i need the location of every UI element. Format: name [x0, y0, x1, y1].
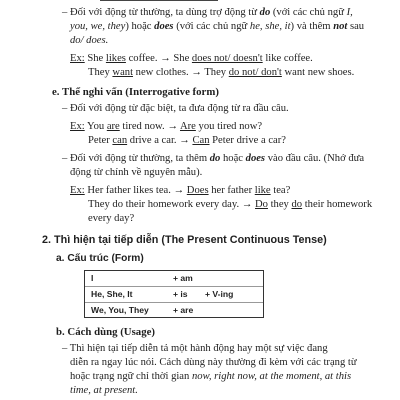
usage-line-4: time, at present.: [70, 385, 138, 396]
form-be: + is: [173, 289, 188, 299]
subsection-a-heading: a. Cấu trúc (Form): [56, 253, 144, 264]
form-row: [85, 271, 263, 286]
form-subject: I: [91, 273, 94, 283]
interrogative-rule-1: – Đối với động từ đặc biệt, ta đưa động từ ra đầu câu.: [62, 103, 289, 114]
usage-line-2: diễn ra ngay lúc nói. Cách dùng này thường đi kèm với các trạng từ: [70, 357, 357, 368]
form-be: + are: [173, 305, 194, 315]
form-table: [84, 270, 264, 318]
example-question-1: Ex: You are tired now. → Are you tired now?: [70, 121, 263, 132]
example-negative-2: They want new clothes. → They do not/ don't want new shoes.: [88, 67, 355, 78]
form-row: [85, 287, 263, 302]
example-question-2: Peter can drive a car. → Can Peter drive a car?: [88, 135, 286, 146]
negative-rule-line-1: – Đối với động từ thường, ta dùng trợ động từ do (với các chủ ngữ I,: [62, 7, 353, 18]
example-question-3: Ex: Her father likes tea. → Does her father like tea?: [70, 185, 291, 196]
top-rule: [100, 0, 218, 1]
section-2-heading: 2. Thì hiện tại tiếp diễn (The Present Continuous Tense): [42, 234, 327, 246]
form-subject: We, You, They: [91, 305, 149, 315]
form-row: [85, 303, 263, 318]
form-be: + am: [173, 273, 193, 283]
negative-rule-line-3: do/ does.: [70, 35, 109, 46]
usage-line-3: hoặc trạng ngữ chỉ thời gian now, right now, at the moment, at this: [70, 371, 352, 382]
example-question-4-cont: every day?: [88, 213, 135, 224]
negative-rule-line-2: you, we, they) hoặc does (với các chủ ngữ he, she, it) và thêm not sau: [70, 21, 365, 32]
subsection-b-heading: b. Cách dùng (Usage): [56, 326, 155, 338]
usage-line-1: – Thì hiện tại tiếp diễn tả một hành động hay một sự việc đang: [62, 343, 328, 354]
form-verb-ing: + V-ing: [205, 289, 234, 299]
section-e-heading: e. Thể nghi vấn (Interrogative form): [52, 86, 219, 98]
example-negative-1: Ex: She likes coffee. → She does not/ doesn't like coffee.: [70, 53, 313, 64]
interrogative-rule-2-line-1: – Đối với động từ thường, ta thêm do hoặc does vào đầu câu. (Nhớ đưa: [62, 153, 365, 164]
interrogative-rule-2-line-2: động từ chính về nguyên mẫu).: [70, 167, 203, 178]
example-question-4: They do their homework every day. → Do they do their homework: [88, 199, 373, 210]
form-subject: He, She, It: [91, 289, 133, 299]
